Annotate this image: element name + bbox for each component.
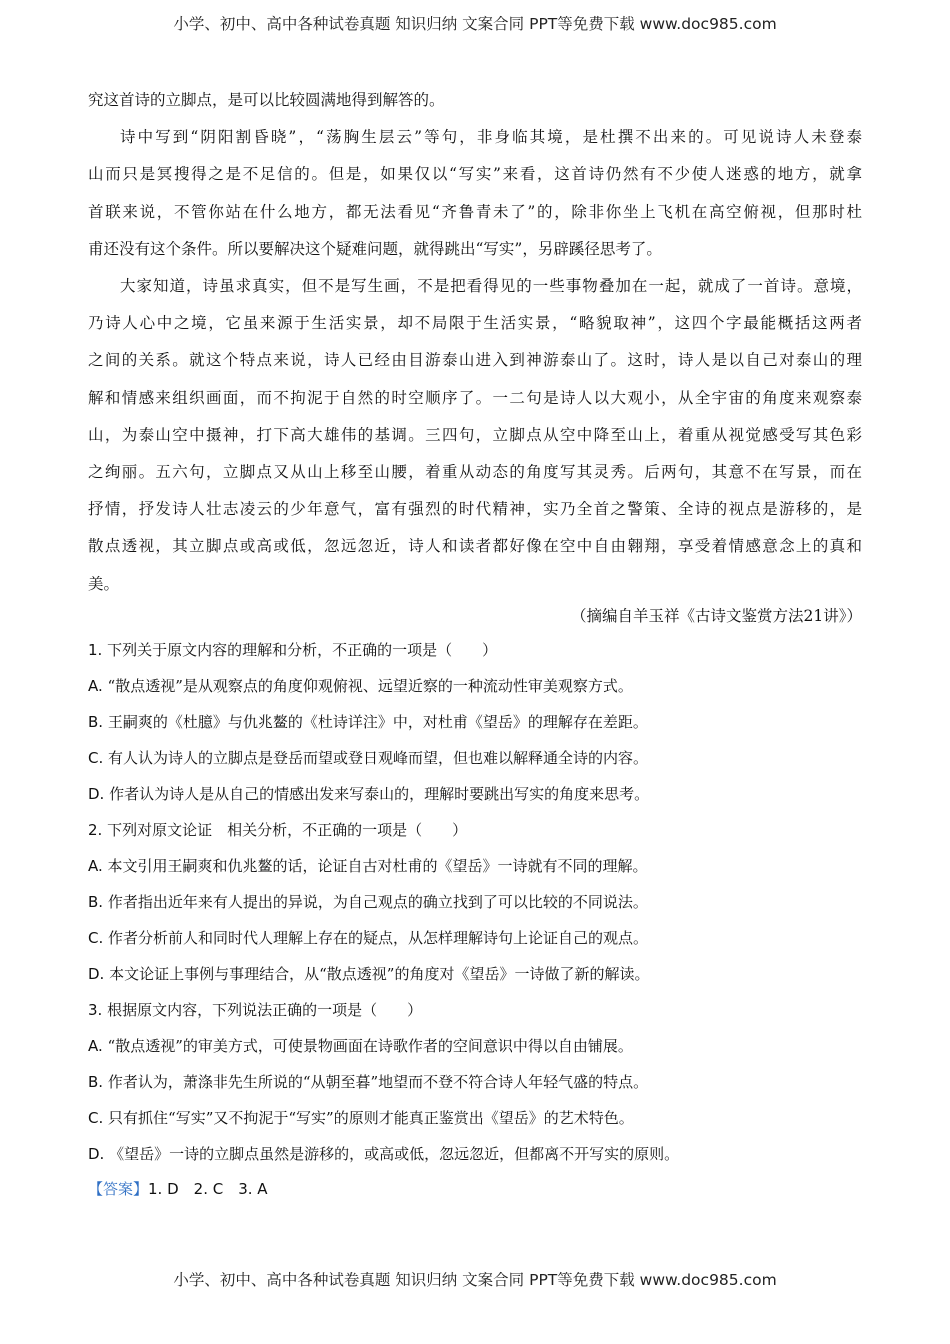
option-text: 本文论证上事例与事理结合，从“散点透视”的角度对《望岳》一诗做了新的解读。 (109, 965, 650, 983)
option-text: 作者指出近年来有人提出的异说，为自己观点的确立找到了可以比较的不同说法。 (107, 893, 648, 911)
option-label: A. (88, 857, 103, 875)
passage-line: 大家知道，诗虽求真实，但不是写生画，不是把看得见的一些事物叠加在一起，就成了一首诗。意境， (120, 277, 862, 295)
question-stem (88, 639, 497, 661)
source-citation: （摘编自羊玉祥《古诗文鉴赏方法21讲》） (571, 607, 862, 625)
question-text: 根据原文内容，下列说法正确的一项是（ ） (107, 1001, 423, 1019)
option-label: B. (88, 893, 104, 911)
question-text: 下列对原文论证 相关分析，不正确的一项是（ ） (107, 821, 468, 839)
option-a (88, 1035, 633, 1057)
option-label: D. (88, 1145, 105, 1163)
option-label: D. (88, 785, 105, 803)
option-text: 只有抓住“写实”又不拘泥于“写实”的原则才能真正鉴赏出《望岳》的艺术特色。 (108, 1109, 634, 1127)
option-d (88, 963, 649, 985)
passage-line: 山，为泰山空中摄神，打下高大雄伟的基调。三四句，立脚点从空中降至山上，着重从视觉感受写其色彩 (88, 425, 862, 444)
question-stem (88, 999, 422, 1021)
passage-line: 诗中写到“阴阳割昏晓”，“荡胸生层云”等句，非身临其境，是杜撰不出来的。可见说诗人未登泰 (120, 128, 862, 147)
page-header: 小学、初中、高中各种试卷真题 知识归纳 文案合同 PPT等免费下载 www.doc985.com (173, 15, 777, 33)
passage-line: 之绚丽。五六句，立脚点又从山上移至山腰，着重从动态的角度写其灵秀。后两句，其意不在写景，而在 (88, 463, 862, 481)
option-label: B. (88, 713, 104, 731)
option-text: “散点透视”是从观察点的角度仰观俯视、远望近察的一种流动性审美观察方式。 (107, 677, 633, 695)
passage-line: 山而只是冥搜得之是不足信的。但是，如果仅以“写实”来看，这首诗仍然有不少使人迷惑的地方，就拿 (88, 165, 862, 184)
option-a (88, 855, 648, 877)
option-label: A. (88, 677, 103, 695)
page-footer: 小学、初中、高中各种试卷真题 知识归纳 文案合同 PPT等免费下载 www.doc985.com (173, 1271, 777, 1289)
option-text: “散点透视”的审美方式，可使景物画面在诗歌作者的空间意识中得以自由铺展。 (107, 1037, 633, 1055)
option-d (88, 783, 649, 805)
option-label: C. (88, 1109, 104, 1127)
passage-line: 散点透视，其立脚点或高或低，忽远忽近，诗人和读者都好像在空中自由翱翔，享受着情感意念上的真和 (88, 537, 862, 556)
passage-line: 乃诗人心中之境，它虽来源于生活实景，却不局限于生活实景，“略貌取神”，这四个字最能概括这两者 (88, 314, 862, 333)
option-text: 有人认为诗人的立脚点是登岳而望或登日观峰而望，但也难以解释通全诗的内容。 (108, 749, 649, 767)
answer-text: 1. D 2. C 3. A (148, 1180, 268, 1198)
passage-line: 抒情，抒发诗人壮志凌云的少年意气，富有强烈的时代精神，实乃全首之警策、全诗的视点是游移的，是 (88, 500, 862, 519)
question-number: 2. (88, 821, 103, 839)
option-b (88, 891, 648, 913)
option-c (88, 1107, 634, 1129)
option-text: 作者认为，萧涤非先生所说的“从朝至暮”地望而不登不符合诗人年轻气盛的特点。 (107, 1073, 649, 1091)
question-number: 1. (88, 641, 103, 659)
passage-line: 究这首诗的立脚点，是可以比较圆满地得到解答的。 (88, 91, 445, 109)
option-text: 作者认为诗人是从自己的情感出发来写泰山的，理解时要跳出写实的角度来思考。 (109, 785, 650, 803)
option-a (88, 675, 633, 697)
option-text: 王嗣爽的《杜臆》与仇兆鳌的《杜诗详注》中，对杜甫《望岳》的理解存在差距。 (107, 713, 648, 731)
option-d (88, 1143, 679, 1165)
option-text: 作者分析前人和同时代人理解上存在的疑点，从怎样理解诗句上论证自己的观点。 (108, 929, 649, 947)
option-text: 《望岳》一诗的立脚点虽然是游移的，或高或低，忽远忽近，但都离不开写实的原则。 (109, 1145, 680, 1163)
option-text: 本文引用王嗣爽和仇兆鳌的话，论证自古对杜甫的《望岳》一诗就有不同的理解。 (107, 857, 648, 875)
option-label: D. (88, 965, 105, 983)
answer-label: 【答案】 (88, 1180, 149, 1198)
option-label: C. (88, 749, 104, 767)
question-number: 3. (88, 1001, 103, 1019)
question-text: 下列关于原文内容的理解和分析，不正确的一项是（ ） (107, 641, 498, 659)
passage-line: 美。 (88, 574, 120, 593)
passage-line: 之间的关系。就这个特点来说，诗人已经由目游泰山进入到神游泰山了。这时，诗人是以自己对泰山的理 (88, 351, 862, 370)
answer-line (88, 1178, 268, 1200)
passage-line: 解和情感来组织画面，而不拘泥于自然的时空顺序了。一二句是诗人以大观小，从全宇宙的角度来观察泰 (88, 388, 862, 407)
question-stem (88, 819, 467, 841)
option-label: A. (88, 1037, 103, 1055)
option-label: C. (88, 929, 104, 947)
option-label: B. (88, 1073, 104, 1091)
option-b (88, 1071, 648, 1093)
option-c (88, 927, 648, 949)
passage-line: 首联来说，不管你站在什么地方，都无法看见“齐鲁青未了”的，除非你坐上飞机在高空俯视，但那时杜 (88, 202, 862, 221)
option-b (88, 711, 648, 733)
option-c (88, 747, 648, 769)
passage-line: 甫还没有这个条件。所以要解决这个疑难问题，就得跳出“写实”，另辟蹊径思考了。 (88, 239, 662, 258)
